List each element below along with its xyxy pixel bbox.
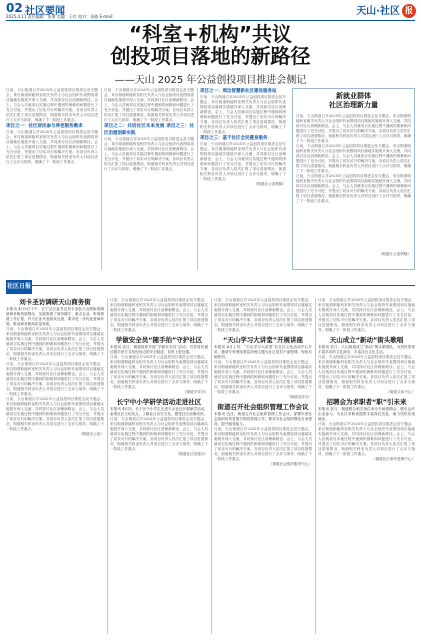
article-byline: （街道文体中心） bbox=[386, 390, 415, 394]
lead-subheading: 项目之三：基于社区全民健身服务 bbox=[200, 136, 268, 141]
article-body: 本报讯 近日，街道联合相关单位举办专场招聘会，吸引众多企业参与，为社区求职者提供丰富岗位信息，助力居民实现就业。 bbox=[318, 407, 415, 421]
column-divider bbox=[101, 88, 102, 270]
section-badge: 社区日报 bbox=[6, 280, 32, 294]
side-body-text: 日前，天山街道召开2025年公益创投项目推进会及专题会，来自街道职能科室相关负责人与社会组织代表围绕项目落地实施展开深入交流，共同探讨社区治理新路径。会上，与会人员就项目实施过程中遇到的困难和问题进行了充分讨论，并提出了切实可行的解决方案。各项目负责人依次汇报了项目进展情况，街道相关科室负责人对项目进行了点评与指导，明确了下一阶段工作重点。 bbox=[296, 174, 411, 203]
lead-subheading: 项目之二：共话社区未来发展 项目之三：社区治理创新实践 bbox=[104, 124, 194, 136]
article-body: 本报讯 近日，街道组织开展“学做安全员”活动，引导居民通过随手拍方式发现身边的安全隐患，及时上报处置。 bbox=[110, 345, 208, 354]
column-divider bbox=[197, 88, 198, 270]
column-divider bbox=[315, 298, 316, 634]
section-rule bbox=[32, 285, 415, 286]
side-feature-body bbox=[296, 114, 411, 252]
article-byline: （街道社区党建办） bbox=[175, 452, 208, 456]
article-title: 街道召开社会组织管理工作会议 bbox=[217, 403, 309, 411]
lead-subheading: 项目之一：周边智慧新社区建设服务站 bbox=[200, 89, 277, 94]
masthead-meta: 2025.4.11 责任编辑：张倩 美编：王红 校对：朱晓 E-mail: bbox=[6, 14, 114, 19]
section-name: 社区要闻 bbox=[25, 6, 65, 17]
headline-line-1: “科室+机构”共议 bbox=[128, 22, 293, 46]
lead-body-text: 日前，天山街道召开2025年公益创投项目推进会及专题会，来自街道职能科室相关负责人与社会组织代表围绕项目落地实施展开深入交流，共同探讨社区治理新路径。会上，与会人员就项目实施过程中遇到的困难和问题进行了充分讨论，并提出了切实可行的解决方案。各项目负责人依次汇报了项目进展情况，街道相关科室负责人对项目进行了点评与指导，明确了下一阶段工作重点。 bbox=[200, 95, 286, 134]
article-title: 招聘会为求职者“职”引未来 bbox=[326, 398, 407, 406]
article-body: 日前，天山街道召开2025年公益创投项目推进会及专题会，来自街道职能科室相关负责人与社会组织代表围绕项目落地实施展开深入交流，共同探讨社区治理新路径。会上，与会人员就项目实施过程中遇到的困难和问题进行了充分讨论，并提出了切实可行的解决方案。各项目负责人依次汇报了项目进展情况，街道相关科室负责人对项目进行了点评与指导，明确了下一阶段工作重点。 bbox=[318, 422, 415, 456]
article-byline: （街道平安办） bbox=[182, 390, 208, 394]
article-body: 本报讯 4月初，长宁区中小学生走进天山社区开展研学活动，参观社区文化站点，了解社区历史文化，感受社区治理成效。 bbox=[110, 407, 208, 416]
lead-column-1 bbox=[6, 88, 98, 270]
article-body: 日前，天山街道召开2025年公益创投项目推进会及专题会，来自街道职能科室相关负责人与社会组织代表围绕项目落地实施展开深入交流，共同探讨社区治理新路径。会上，与会人员就项目实施过程中遇到的困难和问题进行了充分讨论，并提出了切实可行的解决方案。各项目负责人依次汇报了项目进展情况，街道相关科室负责人对项目进行了点评与指导，明确了下一阶段工作重点。 bbox=[6, 397, 104, 431]
article-body: 日前，天山街道召开2025年公益创投项目推进会及专题会，来自街道职能科室相关负责人与社会组织代表围绕项目落地实施展开深入交流，共同探讨社区治理新路径。会上，与会人员就项目实施过程中遇到的困难和问题进行了充分讨论，并提出了切实可行的解决方案。各项目负责人依次汇报了项目进展情况，街道相关科室负责人对项目进行了点评与指导，明确了下一阶段工作重点。 bbox=[6, 362, 104, 396]
article-body: 日前，天山街道召开2025年公益创投项目推进会及专题会，来自街道职能科室相关负责人与社会组织代表围绕项目落地实施展开深入交流，共同探讨社区治理新路径。会上，与会人员就项目实施过程中遇到的困难和问题进行了充分讨论，并提出了切实可行的解决方案。各项目负责人依次汇报了项目进展情况，街道相关科室负责人对项目进行了点评与指导，明确了下一阶段工作重点。 bbox=[6, 327, 104, 361]
lead-body-text: 日前，天山街道召开2025年公益创投项目推进会及专题会，来自街道职能科室相关负责人与社会组织代表围绕项目落地实施展开深入交流，共同探讨社区治理新路径。会上，与会人员就项目实施过程中遇到的困难和问题进行了充分讨论，并提出了切实可行的解决方案。各项目负责人依次汇报了项目进展情况，街道相关科室负责人对项目进行了点评与指导，明确了下一阶段工作重点。 bbox=[104, 137, 194, 171]
article-body: 日前，天山街道召开2025年公益创投项目推进会及专题会，来自街道职能科室相关负责人与社会组织代表围绕项目落地实施展开深入交流，共同探讨社区治理新路径。会上，与会人员就项目实施过程中遇到的困难和问题进行了充分讨论，并提出了切实可行的解决方案。各项目负责人依次汇报了项目进展情况，街道相关科室负责人对项目进行了点评与指导，明确了下一阶段工作重点。 bbox=[318, 355, 415, 389]
lower-column-1 bbox=[6, 298, 104, 634]
lead-column-3 bbox=[200, 88, 286, 270]
side-title-line-1: 新就业群体 bbox=[336, 92, 371, 100]
logo-text: 天山·社区 bbox=[356, 6, 400, 17]
lead-subhead: ——天山 2025 年公益创投项目推进会侧记 bbox=[114, 75, 307, 86]
article-body: 日前，天山街道召开2025年公益创投项目推进会及专题会，来自街道职能科室相关负责人与社会组织代表围绕项目落地实施展开深入交流，共同探讨社区治理新路径。会上，与会人员就项目实施过程中遇到的困难和问题进行了充分讨论，并提出了切实可行的解决方案。各项目负责人依次汇报了项目进展情况，街道相关科室负责人对项目进行了点评与指导，明确了下一阶段工作重点。 bbox=[110, 355, 208, 389]
side-feature-title bbox=[296, 92, 411, 110]
lead-body-text: 日前，天山街道召开2025年公益创投项目推进会及专题会，来自街道职能科室相关负责人与社会组织代表围绕项目落地实施展开深入交流，共同探讨社区治理新路径。会上，与会人员就项目实施过程中遇到的困难和问题进行了充分讨论，并提出了切实可行的解决方案。各项目负责人依次汇报了项目进展情况，街道相关科室负责人对项目进行了点评与指导，明确了下一阶段工作重点。 bbox=[6, 130, 98, 164]
article-body: 本报讯 4月9日下午，长宁区区委书记刘卡圣赴天山路街道调研商务街发展情况，实地察看了商务楼宇、重点企业，听取街道工作汇报，并与企业代表座谈交流，要求进一步优化营商环境，推动商务街高质量发展。 bbox=[6, 307, 104, 326]
side-body-text: 日前，天山街道召开2025年公益创投项目推进会及专题会，来自街道职能科室相关负责人与社会组织代表围绕项目落地实施展开深入交流，共同探讨社区治理新路径。会上，与会人员就项目实施过程中遇到的困难和问题进行了充分讨论，并提出了切实可行的解决方案。各项目负责人依次汇报了项目进展情况，街道相关科室负责人对项目进行了点评与指导，明确了下一阶段工作重点。 bbox=[296, 114, 411, 143]
article-title: 刘卡圣访调研天山商务街 bbox=[19, 298, 91, 306]
lead-subheading: 项目之一：社区居民参与养老服务需求 bbox=[6, 124, 83, 129]
masthead bbox=[0, 0, 421, 19]
side-body-text: 日前，天山街道召开2025年公益创投项目推进会及专题会，来自街道职能科室相关负责人与社会组织代表围绕项目落地实施展开深入交流，共同探讨社区治理新路径。会上，与会人员就项目实施过程中遇到的困难和问题进行了充分讨论，并提出了切实可行的解决方案。各项目负责人依次汇报了项目进展情况，街道相关科室负责人对项目进行了点评与指导，明确了下一阶段工作重点。 bbox=[296, 144, 411, 173]
article-body: 日前，天山街道召开2025年公益创投项目推进会及专题会，来自街道职能科室相关负责人与社会组织代表围绕项目落地实施展开深入交流，共同探讨社区治理新路径。会上，与会人员就项目实施过程中遇到的困难和问题进行了充分讨论，并提出了切实可行的解决方案。各项目负责人依次汇报了项目进展情况，街道相关科室负责人对项目进行了点评与指导，明确了下一阶段工作重点。 bbox=[214, 427, 312, 461]
logo-mark-icon: 报 bbox=[402, 4, 416, 18]
page-number: 02 bbox=[6, 1, 23, 15]
newspaper-logo bbox=[350, 2, 416, 18]
article-title: 长宁中小学研学活动走进社区 bbox=[116, 398, 202, 406]
lead-column-2 bbox=[104, 88, 194, 270]
masthead-rule bbox=[6, 20, 415, 21]
article-title: 天山成立“新动”街头歌唱 bbox=[329, 336, 404, 344]
column-divider bbox=[107, 298, 108, 634]
headline-line-2: 创投项目落地的新路径 bbox=[110, 44, 311, 68]
side-byline: （街道办公室供稿） bbox=[378, 252, 411, 256]
article-body: 日前，天山街道召开2025年公益创投项目推进会及专题会，来自街道职能科室相关负责人与社会组织代表围绕项目落地实施展开深入交流，共同探讨社区治理新路径。会上，与会人员就项目实施过程中遇到的困难和问题进行了充分讨论，并提出了切实可行的解决方案。各项目负责人依次汇报了项目进展情况，街道相关科室负责人对项目进行了点评与指导，明确了下一阶段工作重点。 bbox=[318, 298, 415, 332]
lead-byline: （街道办公室供稿） bbox=[253, 182, 286, 186]
side-feature-box bbox=[292, 88, 415, 270]
lower-column-2 bbox=[110, 298, 208, 634]
article-body: 日前，天山街道召开2025年公益创投项目推进会及专题会，来自街道职能科室相关负责人与社会组织代表围绕项目落地实施展开深入交流，共同探讨社区治理新路径。会上，与会人员就项目实施过程中遇到的困难和问题进行了充分讨论，并提出了切实可行的解决方案。各项目负责人依次汇报了项目进展情况，街道相关科室负责人对项目进行了点评与指导，明确了下一阶段工作重点。 bbox=[110, 298, 208, 332]
article-body: 本报讯 近日，街道召开社会组织管理工作会议，部署年度社会组织培育发展与规范管理工作，要求各社会组织强化自身建设，提升服务能力。 bbox=[214, 412, 312, 426]
article-byline: （街道社区事务受理中心） bbox=[371, 457, 415, 461]
lead-headline bbox=[0, 23, 421, 67]
article-byline: （街道办公室） bbox=[78, 432, 104, 436]
lead-body-text: 日前，天山街道召开2025年公益创投项目推进会及专题会，来自街道职能科室相关负责人与社会组织代表围绕项目落地实施展开深入交流，共同探讨社区治理新路径。会上，与会人员就项目实施过程中遇到的困难和问题进行了充分讨论，并提出了切实可行的解决方案。各项目负责人依次汇报了项目进展情况，街道相关科室负责人对项目进行了点评与指导，明确了下一阶段工作重点。 bbox=[104, 88, 194, 122]
article-title: “天山学习大讲堂”开展讲座 bbox=[222, 336, 304, 344]
article-body: 日前，天山街道召开2025年公益创投项目推进会及专题会，来自街道职能科室相关负责人与社会组织代表围绕项目落地实施展开深入交流，共同探讨社区治理新路径。会上，与会人员就项目实施过程中遇到的困难和问题进行了充分讨论，并提出了切实可行的解决方案。各项目负责人依次汇报了项目进展情况，街道相关科室负责人对项目进行了点评与指导，明确了下一阶段工作重点。 bbox=[214, 360, 312, 394]
article-byline: （街道社会组织服务中心） bbox=[268, 462, 312, 466]
lower-column-3 bbox=[214, 298, 312, 634]
column-divider bbox=[211, 298, 212, 634]
lead-body-text: 日前，天山街道召开2025年公益创投项目推进会及专题会，来自街道职能科室相关负责人与社会组织代表围绕项目落地实施展开深入交流，共同探讨社区治理新路径。会上，与会人员就项目实施过程中遇到的困难和问题进行了充分讨论，并提出了切实可行的解决方案。各项目负责人依次汇报了项目进展情况，街道相关科室负责人对项目进行了点评与指导，明确了下一阶段工作重点。 bbox=[6, 88, 98, 122]
article-byline: （街道宣传办） bbox=[286, 395, 312, 399]
lower-column-4 bbox=[318, 298, 415, 634]
article-body: 本报讯 近日，天山街道成立“新动”街头歌唱队，为居民带来丰富多彩的文艺演出，丰富社区文化生活。 bbox=[318, 345, 415, 354]
article-body: 日前，天山街道召开2025年公益创投项目推进会及专题会，来自街道职能科室相关负责人与社会组织代表围绕项目落地实施展开深入交流，共同探讨社区治理新路径。会上，与会人员就项目实施过程中遇到的困难和问题进行了充分讨论，并提出了切实可行的解决方案。各项目负责人依次汇报了项目进展情况，街道相关科室负责人对项目进行了点评与指导，明确了下一阶段工作重点。 bbox=[110, 417, 208, 451]
article-body: 本报讯 4月上旬，“天山学习大讲堂”在社区文化活动中心开讲，邀请专家围绕基层治理主题为社区党员干部授课，现场反响热烈。 bbox=[214, 345, 312, 359]
article-title: 学做安全员“随手拍”守护社区 bbox=[115, 336, 203, 344]
article-body: 日前，天山街道召开2025年公益创投项目推进会及专题会，来自街道职能科室相关负责人与社会组织代表围绕项目落地实施展开深入交流，共同探讨社区治理新路径。会上，与会人员就项目实施过程中遇到的困难和问题进行了充分讨论，并提出了切实可行的解决方案。各项目负责人依次汇报了项目进展情况，街道相关科室负责人对项目进行了点评与指导，明确了下一阶段工作重点。 bbox=[214, 298, 312, 332]
side-title-line-2: 社区治理新力量 bbox=[329, 101, 378, 109]
lead-body-text: 日前，天山街道召开2025年公益创投项目推进会及专题会，来自街道职能科室相关负责人与社会组织代表围绕项目落地实施展开深入交流，共同探讨社区治理新路径。会上，与会人员就项目实施过程中遇到的困难和问题进行了充分讨论，并提出了切实可行的解决方案。各项目负责人依次汇报了项目进展情况，街道相关科室负责人对项目进行了点评与指导，明确了下一阶段工作重点。 bbox=[200, 142, 286, 181]
